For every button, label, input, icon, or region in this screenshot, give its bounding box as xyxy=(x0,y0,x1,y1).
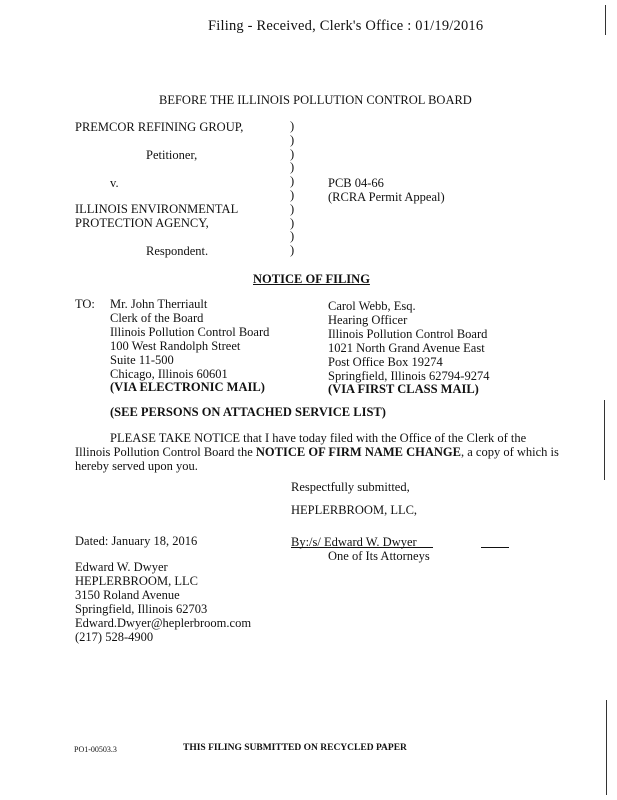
paren: ) xyxy=(290,174,295,189)
signature-underline-tail xyxy=(481,547,509,548)
service-list-note: (SEE PERSONS ON ATTACHED SERVICE LIST) xyxy=(110,405,386,419)
filing-stamp: Filing - Received, Clerk's Office : 01/19/2016 xyxy=(208,18,484,34)
attorney-line: Springfield, Illinois 62703 xyxy=(75,602,208,616)
attorney-line: Edward W. Dwyer xyxy=(75,560,168,574)
recipient-left-line: Mr. John Therriault xyxy=(110,297,208,311)
respondent-role: Respondent. xyxy=(146,244,209,258)
paren: ) xyxy=(290,229,295,244)
recipient-right-line: Carol Webb, Esq. xyxy=(328,299,416,313)
body-line-2 xyxy=(75,445,559,459)
recipient-left-line: Suite 11-500 xyxy=(110,353,174,367)
signature-line: By:/s/ Edward W. Dwyer xyxy=(291,535,417,549)
recipient-right-line: Illinois Pollution Control Board xyxy=(328,327,488,341)
recipient-right-via: (VIA FIRST CLASS MAIL) xyxy=(328,382,479,396)
recipient-left-line: Chicago, Illinois 60601 xyxy=(110,367,228,381)
recipient-right-line: Springfield, Illinois 62794-9274 xyxy=(328,369,490,383)
body-line-3: hereby served upon you. xyxy=(75,459,198,473)
attorney-line: Edward.Dwyer@heplerbroom.com xyxy=(75,616,252,630)
paren: ) xyxy=(290,160,295,175)
recipient-right-line: Hearing Officer xyxy=(328,313,408,327)
petitioner-role: Petitioner, xyxy=(146,148,198,162)
recipient-left-line: Illinois Pollution Control Board xyxy=(110,325,270,339)
petitioner-name: PREMCOR REFINING GROUP, xyxy=(75,120,244,134)
paren: ) xyxy=(290,201,295,216)
scan-edge-mark xyxy=(604,400,605,480)
recipient-right-line: 1021 North Grand Avenue East xyxy=(328,341,485,355)
recipient-left-via: (VIA ELECTRONIC MAIL) xyxy=(110,380,265,394)
footer-note: THIS FILING SUBMITTED ON RECYCLED PAPER xyxy=(183,743,407,753)
scan-edge-mark xyxy=(606,700,607,795)
recipient-left-line: Clerk of the Board xyxy=(110,311,204,325)
closing: Respectfully submitted, xyxy=(291,480,410,494)
body-line-2-start: Illinois Pollution Control Board the xyxy=(75,445,256,459)
recipient-left-line: 100 West Randolph Street xyxy=(110,339,241,353)
paren: ) xyxy=(290,243,295,258)
scan-edge-mark xyxy=(605,5,606,35)
caption-paren-column xyxy=(290,120,294,258)
paren: ) xyxy=(290,215,295,230)
attorney-line: HEPLERBROOM, LLC xyxy=(75,574,198,588)
body-line-2-end: , a copy of which is xyxy=(461,445,559,459)
footer-code: PO1-00503.3 xyxy=(74,745,117,754)
respondent-line2: PROTECTION AGENCY, xyxy=(75,216,209,230)
case-number: PCB 04-66 xyxy=(328,176,384,190)
attorney-line: 3150 Roland Avenue xyxy=(75,588,180,602)
versus: v. xyxy=(110,176,119,190)
signature-underline xyxy=(291,547,433,548)
attorney-line: (217) 528-4900 xyxy=(75,630,154,644)
paren: ) xyxy=(290,187,295,202)
paren: ) xyxy=(290,119,295,133)
paren: ) xyxy=(290,146,295,161)
body-line-1: PLEASE TAKE NOTICE that I have today filed with the Office of the Clerk of the xyxy=(110,431,527,445)
notice-title: NOTICE OF FIRM NAME CHANGE xyxy=(255,445,461,459)
paren: ) xyxy=(290,132,295,147)
case-type: (RCRA Permit Appeal) xyxy=(328,190,445,204)
notice-heading: NOTICE OF FILING xyxy=(253,272,370,286)
signature-role: One of Its Attorneys xyxy=(328,549,430,563)
date-line: Dated: January 18, 2016 xyxy=(75,534,198,548)
recipient-right-line: Post Office Box 19274 xyxy=(328,355,443,369)
to-label: TO: xyxy=(75,297,95,311)
court-title: BEFORE THE ILLINOIS POLLUTION CONTROL BOARD xyxy=(159,93,472,107)
firm-name: HEPLERBROOM, LLC, xyxy=(291,503,418,517)
respondent-line1: ILLINOIS ENVIRONMENTAL xyxy=(75,202,239,216)
